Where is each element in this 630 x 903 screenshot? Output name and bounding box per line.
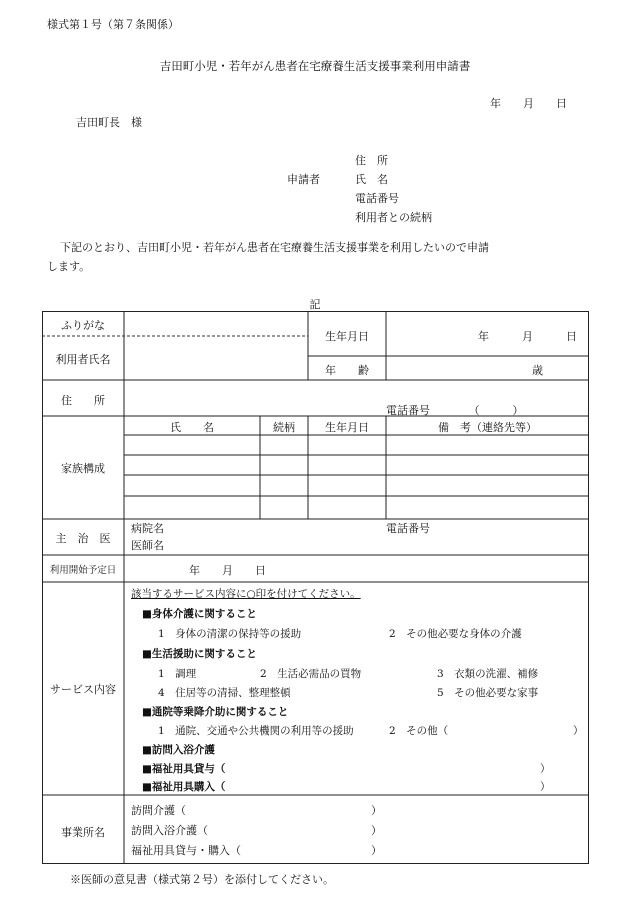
life-support-option-2[interactable]: 2 生活必需品の買物 <box>260 668 362 680</box>
transport-option-2[interactable]: 2 その他（ <box>389 725 449 737</box>
doctor-label: 主 治 医 <box>55 532 111 545</box>
doctor-name-label: 医師名 <box>131 539 164 552</box>
address-label: 住 所 <box>61 394 105 407</box>
user-name-field[interactable] <box>125 337 307 379</box>
purchase-close-paren: ） <box>540 781 551 793</box>
applicant-address-label: 住 所 <box>355 154 388 167</box>
family-row[interactable] <box>125 476 588 495</box>
life-support-option-3[interactable]: 3 衣類の洗濯、補修 <box>437 668 539 680</box>
family-header-relation: 続柄 <box>273 421 295 434</box>
office-rental-purchase[interactable]: 福祉用具貸与・購入（ <box>131 844 241 857</box>
form-grid <box>42 311 589 864</box>
office-visit-care-close: ） <box>371 804 382 817</box>
life-support-option-1[interactable]: 1 調理 <box>158 668 197 680</box>
address-field[interactable] <box>125 381 588 401</box>
transport-close-paren: ） <box>573 725 584 737</box>
start-date-value[interactable]: 年 月 日 <box>189 564 266 577</box>
body-care-option-2[interactable]: 2 その他必要な身体の介護 <box>389 628 522 640</box>
intro-line-2: します。 <box>47 260 91 273</box>
form-title: 吉田町小児・若年がん患者在宅療養生活支援事業利用申請書 <box>159 59 471 73</box>
birth-value[interactable]: 年 月 日 <box>478 330 577 343</box>
applicant-relation-label: 利用者との続柄 <box>355 211 432 224</box>
user-name-label: 利用者氏名 <box>55 353 111 366</box>
ki-marker: 記 <box>309 298 321 311</box>
start-date-label: 利用開始予定日 <box>49 565 117 576</box>
family-row[interactable] <box>125 456 588 474</box>
transport-heading: ■通院等乗降介助に関すること <box>142 706 289 718</box>
service-instruction: 該当するサービス内容に○印を付けてください。 <box>131 588 361 600</box>
family-row[interactable] <box>125 436 588 454</box>
doctor-phone-label: 電話番号 <box>386 522 430 535</box>
form-number: 様式第１号（第７条関係） <box>47 18 179 31</box>
family-row[interactable] <box>125 497 588 518</box>
age-value[interactable]: 歳 <box>532 364 543 377</box>
applicant-phone-label: 電話番号 <box>355 192 399 205</box>
intro-line-1: 下記のとおり、吉田町小児・若年がん患者在宅療養生活支援事業を利用したいので申請 <box>60 241 489 254</box>
address-phone[interactable]: 電話番号 （ ） <box>386 404 524 417</box>
date-line: 年 月 日 <box>490 97 567 110</box>
service-label: サービス内容 <box>50 683 116 696</box>
office-visit-bath-close: ） <box>371 824 382 837</box>
family-header-name: 氏 名 <box>170 421 214 434</box>
office-label: 事業所名 <box>61 826 105 839</box>
furigana-label: ふりがな <box>61 319 105 332</box>
life-support-heading: ■生活援助に関すること <box>142 648 257 660</box>
applicant-name-label: 氏 名 <box>355 173 388 186</box>
family-header-notes: 備 考（連絡先等） <box>438 421 537 434</box>
rental-heading[interactable]: ■福祉用具貸与（ <box>142 763 226 775</box>
bath-heading[interactable]: ■訪問入浴介護 <box>142 744 215 756</box>
transport-option-1[interactable]: 1 通院、交通や公共機関の利用等の援助 <box>158 725 354 737</box>
purchase-heading[interactable]: ■福祉用具購入（ <box>142 781 226 793</box>
office-visit-bath[interactable]: 訪問入浴介護（ <box>131 824 208 837</box>
life-support-option-5[interactable]: 5 その他必要な家事 <box>437 687 539 699</box>
family-label: 家族構成 <box>61 462 105 475</box>
office-rental-purchase-close: ） <box>371 844 382 857</box>
hospital-label: 病院名 <box>131 522 164 535</box>
birth-label: 生年月日 <box>325 330 369 343</box>
life-support-option-4[interactable]: 4 住居等の清掃、整理整頓 <box>158 687 291 699</box>
body-care-option-1[interactable]: 1 身体の清潔の保持等の援助 <box>158 628 302 640</box>
applicant-label: 申請者 <box>287 173 320 186</box>
age-label: 年 齢 <box>325 364 369 377</box>
body-care-heading: ■身体介護に関すること <box>142 608 257 620</box>
furigana-field[interactable] <box>125 312 307 335</box>
footnote: ※医師の意見書（様式第２号）を添付してください。 <box>70 873 334 886</box>
family-header-birth: 生年月日 <box>325 421 369 434</box>
addressee: 吉田町長 様 <box>76 116 142 129</box>
rental-close-paren: ） <box>540 763 551 775</box>
office-visit-care[interactable]: 訪問介護（ <box>131 804 186 817</box>
